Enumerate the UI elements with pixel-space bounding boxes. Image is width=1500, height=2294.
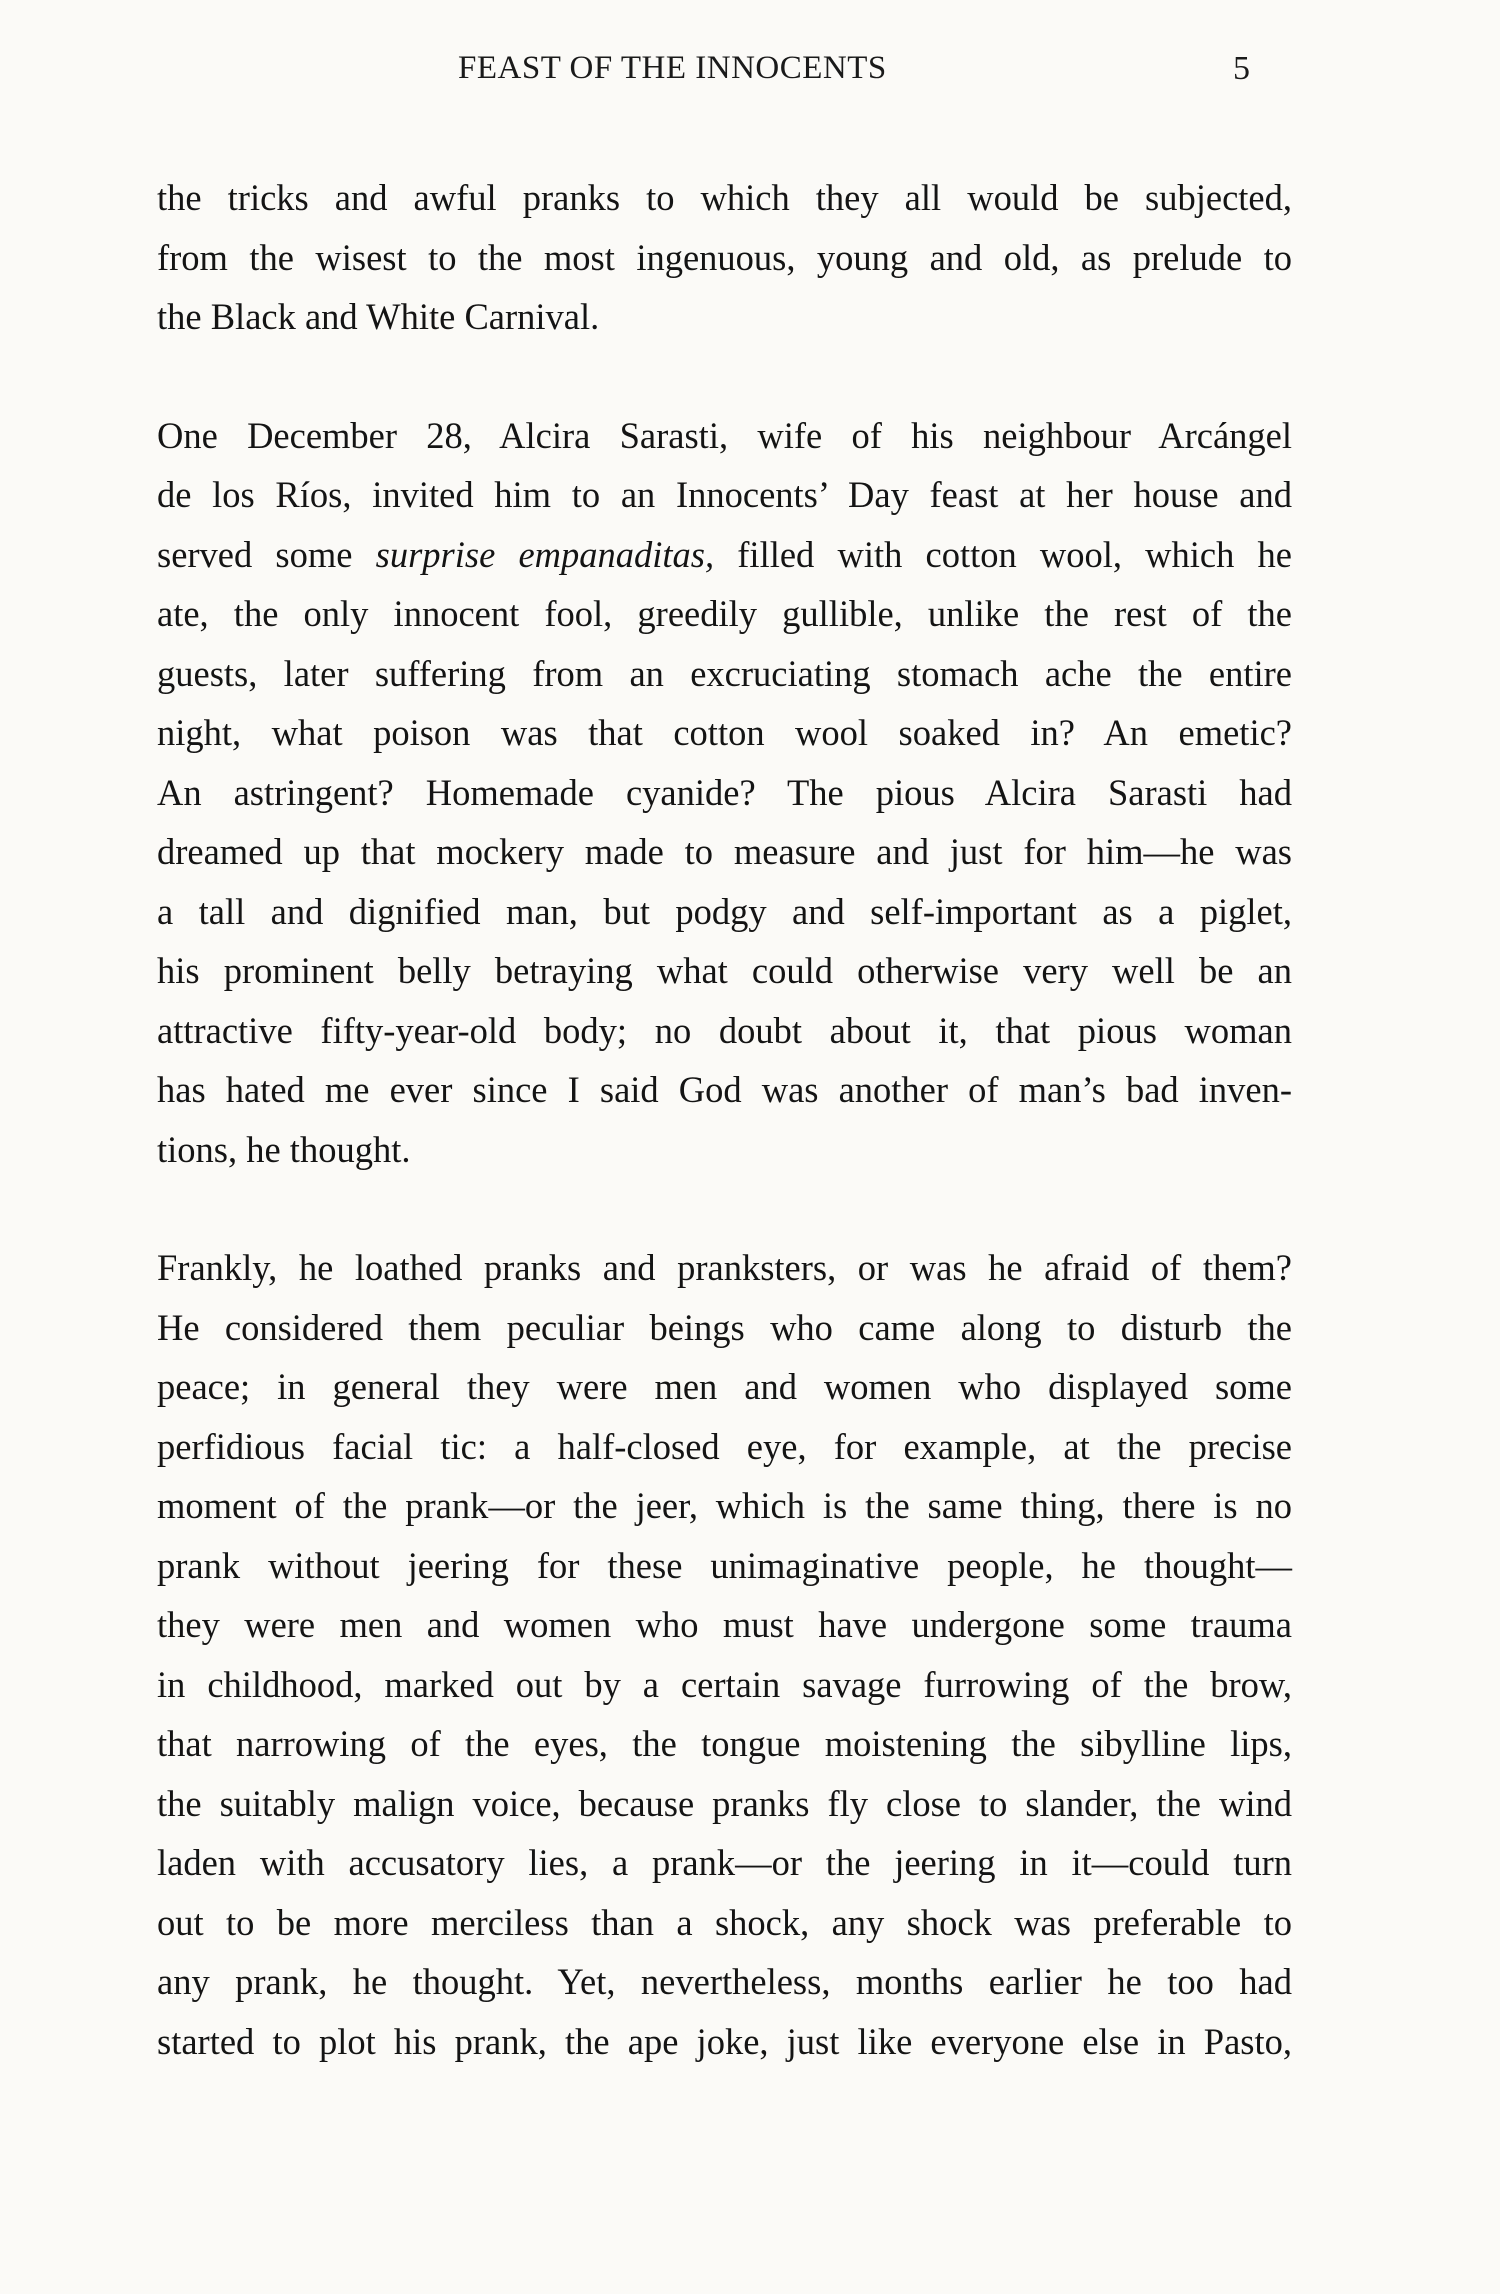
text-line: the tricks and awful pranks to which they all would be subjected, <box>157 177 1292 218</box>
text-line: de los Ríos, invited him to an Innocents’ Day feast at her house and <box>157 474 1292 515</box>
text-run: served some <box>157 533 353 575</box>
text-line: in childhood, marked out by a certain savage furrowing of the brow, <box>157 1663 1292 1705</box>
paragraph-3 <box>157 1238 1292 2071</box>
text-line: started to plot his prank, the ape joke, just like everyone else in Pasto, <box>157 2020 1292 2062</box>
text-line: they were men and women who must have undergone some trauma <box>157 1604 1292 1645</box>
text-line: night, what poison was that cotton wool soaked in? An emetic? <box>157 712 1292 753</box>
paragraph-2 <box>157 406 1292 1180</box>
text-line: attractive fifty-year-old body; no doubt about it, that pious woman <box>157 1009 1292 1051</box>
text-line: tions, he thought. <box>157 1128 411 1170</box>
text-line-mixed <box>157 525 1292 585</box>
text-line: moment of the prank—or the jeer, which is the same thing, there is no <box>157 1485 1292 1526</box>
text-line: dreamed up that mockery made to measure and just for him—he was <box>157 831 1292 872</box>
text-line: perfidious facial tic: a half-closed eye, for example, at the precise <box>157 1425 1292 1467</box>
italic-phrase: surprise empanaditas, <box>375 533 715 575</box>
text-line: out to be more merciless than a shock, any shock was preferable to <box>157 1901 1292 1943</box>
text-line: his prominent belly betraying what could otherwise very well be an <box>157 950 1292 991</box>
text-line: Frankly, he loathed pranks and pranksters, or was he afraid of them? <box>157 1247 1292 1288</box>
body-text <box>157 168 1292 2071</box>
running-title: FEAST OF THE INNOCENTS <box>458 50 887 86</box>
paragraph-gap <box>157 347 1292 406</box>
text-run: filled with cotton wool, which he <box>737 533 1292 575</box>
text-line: laden with accusatory lies, a prank—or the jeering in it—could turn <box>157 1842 1292 1883</box>
text-line: ate, the only innocent fool, greedily gullible, unlike the rest of the <box>157 593 1292 634</box>
text-line: that narrowing of the eyes, the tongue moistening the sibylline lips, <box>157 1723 1292 1764</box>
text-line: An astringent? Homemade cyanide? The pious Alcira Sarasti had <box>157 771 1292 813</box>
text-line: the Black and White Carnival. <box>157 296 600 337</box>
text-line: prank without jeering for these unimaginative people, he thought— <box>157 1544 1292 1586</box>
text-line: One December 28, Alcira Sarasti, wife of his neighbour Arcángel <box>157 414 1292 456</box>
paragraph-gap <box>157 1179 1292 1238</box>
text-line: guests, later suffering from an excruciating stomach ache the entire <box>157 652 1292 694</box>
page-number: 5 <box>1233 50 1250 87</box>
text-line: has hated me ever since I said God was another of man’s bad inven- <box>157 1069 1292 1110</box>
text-line: a tall and dignified man, but podgy and self-important as a piglet, <box>157 890 1292 932</box>
text-line: from the wisest to the most ingenuous, young and old, as prelude to <box>157 236 1292 278</box>
text-line: He considered them peculiar beings who came along to disturb the <box>157 1306 1292 1348</box>
text-line: any prank, he thought. Yet, nevertheless, months earlier he too had <box>157 1961 1292 2002</box>
running-head <box>0 50 1500 100</box>
text-line: peace; in general they were men and women who displayed some <box>157 1366 1292 1407</box>
paragraph-1 <box>157 168 1292 347</box>
text-line: the suitably malign voice, because pranks fly close to slander, the wind <box>157 1782 1292 1824</box>
